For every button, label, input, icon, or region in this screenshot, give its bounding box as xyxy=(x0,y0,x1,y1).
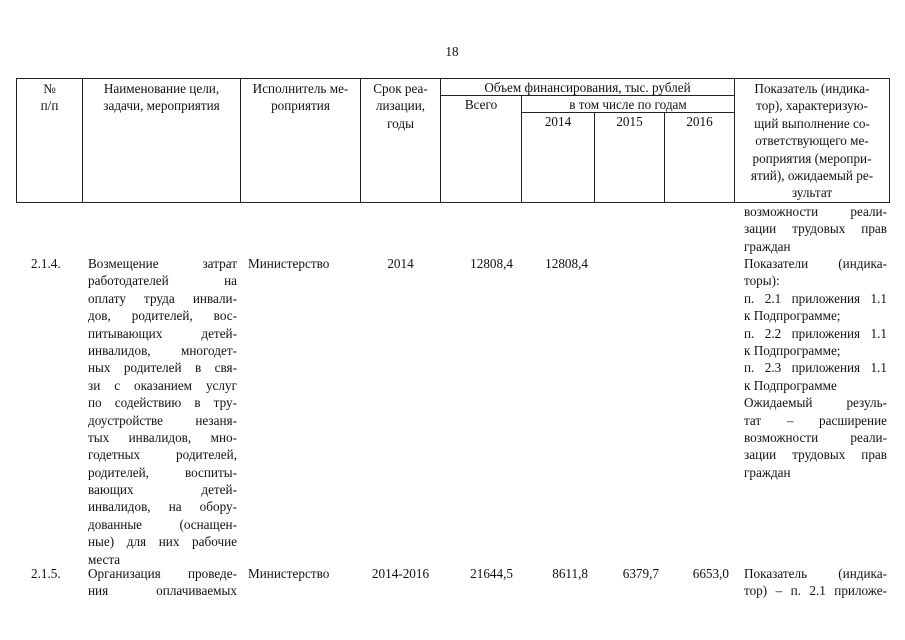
header-financing: Объем финансирования, тыс. рублей xyxy=(484,80,691,95)
row-2-1-5-indicator: Показатель (индика- тор) – п. 2.1 приложе- xyxy=(744,566,887,599)
row-2-1-4-total: 12808,4 xyxy=(470,256,513,271)
row-2-1-5-total: 21644,5 xyxy=(470,566,513,581)
header-name: Наименование цели, задачи, мероприятия xyxy=(103,81,220,114)
col-border-right xyxy=(889,78,890,203)
row-2-1-5-y2016: 6653,0 xyxy=(692,566,729,581)
row-2-1-5-y2014: 8611,8 xyxy=(552,566,588,581)
row-2-1-4-executor: Министерство xyxy=(248,256,330,271)
continuation-text: возможности реали- зации трудовых прав граждан xyxy=(744,204,887,254)
row-2-1-5-term: 2014-2016 xyxy=(371,566,430,581)
header-year-2014: 2014 xyxy=(544,114,572,129)
header-year-2016: 2016 xyxy=(686,114,713,129)
row-2-1-4-term: 2014 xyxy=(387,256,414,271)
row-2-1-5-executor: Министерство xyxy=(248,566,330,581)
header-term: Срок реа- лизации, годы xyxy=(373,81,428,131)
row-2-1-4-num: 2.1.4. xyxy=(31,256,61,271)
row-2-1-5-num: 2.1.5. xyxy=(31,566,61,581)
header-executor: Исполнитель ме- роприятия xyxy=(252,81,349,114)
page-number: 18 xyxy=(445,44,459,59)
row-2-1-5-name: Организация проведе- ния оплачиваемых xyxy=(88,566,237,599)
header-indicator: Показатель (индика- тор), характеризую- щий выполнение со- ответствующего ме- роприятия (меропри- ятий), ожидаемый ре- зультат xyxy=(750,81,874,201)
row-2-1-4-name: Возмещение затрат работодателей на оплату труда инвали- дов, родителей, вос- питывающих детей- инвалидов, многодет- ных родителей в свя- зи с оказанием услуг по содействию в тру- доустройстве незаня- тых инвалидов, мно- годетных родителей, родителей, воспиты- вающих детей- инвалидов, на обору- дованные (оснащен- ные) для них рабочие места xyxy=(88,256,237,567)
header-years: в том числе по годам xyxy=(569,97,687,112)
header-year-2015: 2015 xyxy=(616,114,643,129)
header-num: № п/п xyxy=(40,81,59,114)
header-total: Всего xyxy=(464,97,498,112)
row-2-1-4-y2014: 12808,4 xyxy=(545,256,588,271)
row-2-1-5-y2015: 6379,7 xyxy=(622,566,659,581)
row-2-1-4-indicator: Показатели (индика- торы): п. 2.1 приложения 1.1 к Подпрограмме; п. 2.2 приложения 1.1 к Подпрограмме; п. 2.3 приложения 1.1 к Подпрограмме Ожидаемый резуль- тат – расширение возможности реали- зации трудовых прав граждан xyxy=(744,256,887,480)
